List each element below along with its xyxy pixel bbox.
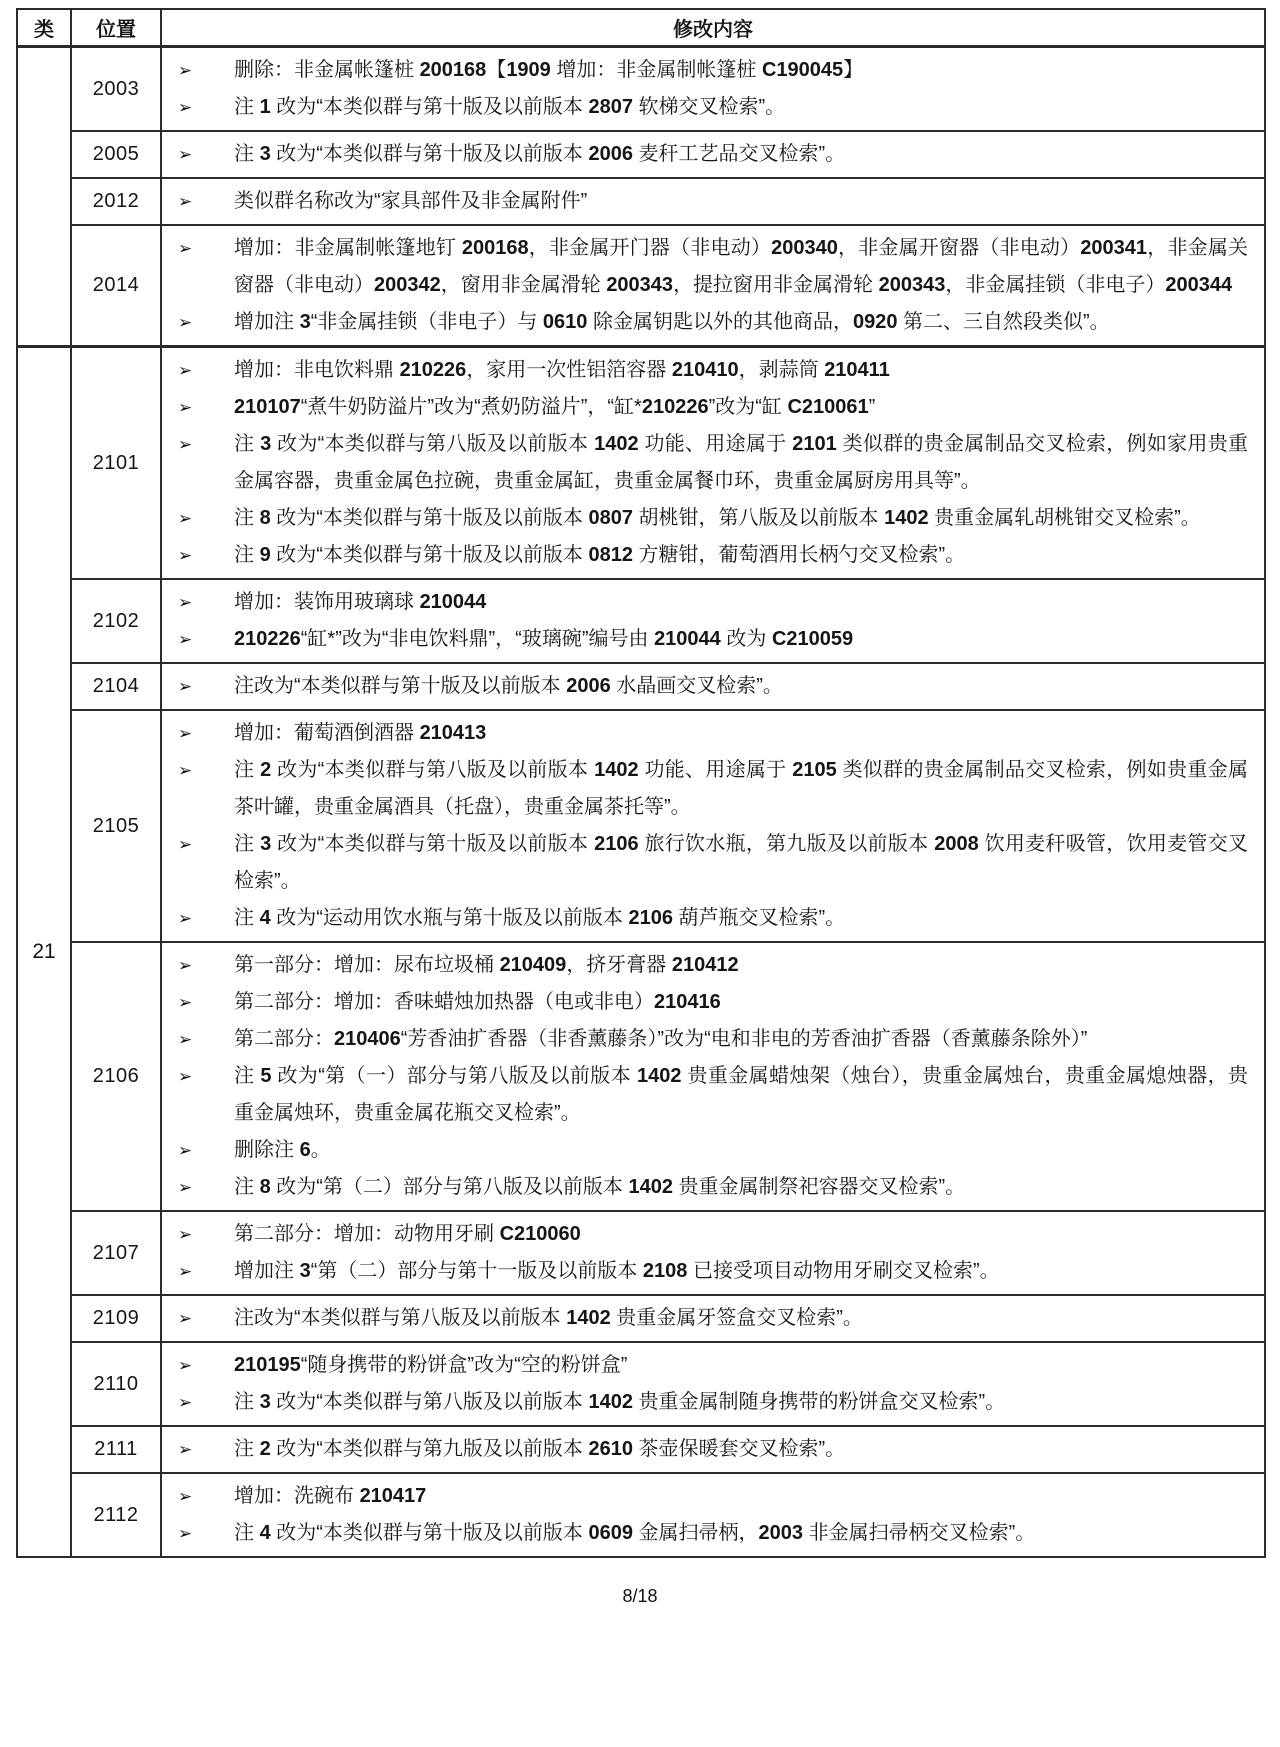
table-row: [17, 131, 1265, 178]
modification-text: 注 1 改为“本类似群与第十版及以前版本 2807 软梯交叉检索”。: [234, 96, 786, 118]
modification-text: 增加注 3“非金属挂锁（非电子）与 0610 除金属钥匙以外的其他商品，0920 第二、三自然段类似”。: [234, 311, 1110, 333]
modification-item: [162, 1216, 1248, 1253]
table-row: [17, 942, 1265, 1211]
modification-text: 增加：洗碗布 210417: [234, 1485, 427, 1507]
content-cell: [161, 710, 1265, 942]
arrow-bullet-icon: ➢: [178, 98, 193, 117]
arrow-bullet-icon: ➢: [178, 1487, 193, 1506]
arrow-bullet-icon: ➢: [178, 1262, 193, 1281]
content-cell: [161, 579, 1265, 663]
modification-text: 注 2 改为“本类似群与第八版及以前版本 1402 功能、用途属于 2105 类似群的贵金属制品交叉检索，例如贵重金属茶叶罐，贵重金属酒具（托盘），贵重金属茶托等”。: [234, 759, 1248, 818]
arrow-bullet-icon: ➢: [178, 192, 193, 211]
content-cell: [161, 942, 1265, 1211]
content-cell: [161, 1295, 1265, 1342]
header-position: 位置: [71, 9, 161, 47]
modification-text: 类似群名称改为“家具部件及非金属附件”: [234, 190, 588, 212]
modification-item: [162, 715, 1248, 752]
modification-item: [162, 668, 1248, 705]
modification-item: [162, 136, 1248, 173]
class-cell: [17, 47, 71, 347]
modification-text: 第二部分：210406“芳香油扩香器（非香薰藤条）”改为“电和非电的芳香油扩香器（香薰藤条除外）”: [234, 1028, 1088, 1050]
content-cell: [161, 1426, 1265, 1473]
position-cell: 2102: [71, 579, 161, 663]
modification-text: 注 3 改为“本类似群与第十版及以前版本 2106 旅行饮水瓶，第九版及以前版本 2008 饮用麦秆吸管，饮用麦管交叉检索”。: [234, 833, 1248, 892]
arrow-bullet-icon: ➢: [178, 1067, 193, 1086]
modification-text: 注 8 改为“本类似群与第十版及以前版本 0807 胡桃钳，第八版及以前版本 1402 贵重金属轧胡桃钳交叉检索”。: [234, 507, 1201, 529]
modification-item: [162, 500, 1248, 537]
table-row: [17, 178, 1265, 225]
modification-text: 注 4 改为“本类似群与第十版及以前版本 0609 金属扫帚柄，2003 非金属扫帚柄交叉检索”。: [234, 1522, 1036, 1544]
content-cell: [161, 131, 1265, 178]
modification-text: 注 3 改为“本类似群与第八版及以前版本 1402 功能、用途属于 2101 类似群的贵金属制品交叉检索，例如家用贵重金属容器，贵重金属色拉碗，贵重金属缸，贵重金属餐巾环，贵重金属厨房用具等”。: [234, 433, 1248, 492]
arrow-bullet-icon: ➢: [178, 724, 193, 743]
arrow-bullet-icon: ➢: [178, 956, 193, 975]
modification-text: 注 3 改为“本类似群与第八版及以前版本 1402 贵重金属制随身携带的粉饼盒交叉检索”。: [234, 1391, 1006, 1413]
table-body: [17, 47, 1265, 1558]
content-cell: [161, 1211, 1265, 1295]
modification-text: 注 3 改为“本类似群与第十版及以前版本 2006 麦秆工艺品交叉检索”。: [234, 143, 846, 165]
table-row: [17, 1473, 1265, 1557]
position-cell: 2110: [71, 1342, 161, 1426]
modification-item: [162, 752, 1248, 826]
modification-item: [162, 1169, 1248, 1206]
arrow-bullet-icon: ➢: [178, 546, 193, 565]
modification-item: [162, 426, 1248, 500]
modification-text: 210195“随身携带的粉饼盒”改为“空的粉饼盒”: [234, 1354, 628, 1376]
arrow-bullet-icon: ➢: [178, 398, 193, 417]
arrow-bullet-icon: ➢: [178, 1309, 193, 1328]
arrow-bullet-icon: ➢: [178, 1178, 193, 1197]
modification-item: [162, 1253, 1248, 1290]
content-cell: [161, 1473, 1265, 1557]
modification-text: 第二部分：增加：动物用牙刷 C210060: [234, 1223, 581, 1245]
arrow-bullet-icon: ➢: [178, 630, 193, 649]
arrow-bullet-icon: ➢: [178, 313, 193, 332]
arrow-bullet-icon: ➢: [178, 361, 193, 380]
modification-item: [162, 947, 1248, 984]
position-cell: 2104: [71, 663, 161, 710]
modification-text: 第一部分：增加：尿布垃圾桶 210409，挤牙膏器 210412: [234, 954, 739, 976]
table-row: [17, 47, 1265, 132]
arrow-bullet-icon: ➢: [178, 761, 193, 780]
modification-text: 注 4 改为“运动用饮水瓶与第十版及以前版本 2106 葫芦瓶交叉检索”。: [234, 907, 846, 929]
arrow-bullet-icon: ➢: [178, 61, 193, 80]
modification-item: [162, 1431, 1248, 1468]
arrow-bullet-icon: ➢: [178, 1393, 193, 1412]
page-number: 8/18: [622, 1586, 658, 1606]
arrow-bullet-icon: ➢: [178, 993, 193, 1012]
modification-item: [162, 230, 1248, 304]
modification-text: 210107“煮牛奶防溢片”改为“煮奶防溢片”，“缸*210226”改为“缸 C210061”: [234, 396, 876, 418]
modification-text: 第二部分：增加：香味蜡烛加热器（电或非电）210416: [234, 991, 721, 1013]
arrow-bullet-icon: ➢: [178, 435, 193, 454]
table-row: [17, 347, 1265, 580]
modification-item: [162, 537, 1248, 574]
arrow-bullet-icon: ➢: [178, 1225, 193, 1244]
table-row: [17, 663, 1265, 710]
class-cell: 21: [17, 347, 71, 1558]
arrow-bullet-icon: ➢: [178, 1356, 193, 1375]
modification-text: 注 9 改为“本类似群与第十版及以前版本 0812 方糖钳，葡萄酒用长柄勺交叉检索”。: [234, 544, 966, 566]
modification-text: 注 8 改为“第（二）部分与第八版及以前版本 1402 贵重金属制祭祀容器交叉检索”。: [234, 1176, 966, 1198]
modification-item: [162, 1347, 1248, 1384]
modification-text: 注改为“本类似群与第八版及以前版本 1402 贵重金属牙签盒交叉检索”。: [234, 1307, 863, 1329]
modification-item: [162, 352, 1248, 389]
modification-table: [16, 8, 1266, 1558]
table-row: [17, 1211, 1265, 1295]
position-cell: 2012: [71, 178, 161, 225]
header-class: 类: [17, 9, 71, 47]
table-row: [17, 1426, 1265, 1473]
modification-item: [162, 389, 1248, 426]
modification-item: [162, 1384, 1248, 1421]
content-cell: [161, 225, 1265, 347]
modification-text: 注改为“本类似群与第十版及以前版本 2006 水晶画交叉检索”。: [234, 675, 783, 697]
modification-item: [162, 1058, 1248, 1132]
modification-text: 注 5 改为“第（一）部分与第八版及以前版本 1402 贵重金属蜡烛架（烛台），贵重金属烛台，贵重金属熄烛器，贵重金属烛环，贵重金属花瓶交叉检索”。: [234, 1065, 1248, 1124]
position-cell: 2106: [71, 942, 161, 1211]
arrow-bullet-icon: ➢: [178, 593, 193, 612]
arrow-bullet-icon: ➢: [178, 239, 193, 258]
arrow-bullet-icon: ➢: [178, 1440, 193, 1459]
table-row: [17, 1295, 1265, 1342]
position-cell: 2105: [71, 710, 161, 942]
modification-item: [162, 1515, 1248, 1552]
arrow-bullet-icon: ➢: [178, 1141, 193, 1160]
modification-item: [162, 183, 1248, 220]
content-cell: [161, 347, 1265, 580]
modification-text: 删除：非金属帐篷桩 200168【1909 增加：非金属制帐篷桩 C190045】: [234, 59, 864, 81]
modification-text: 增加：葡萄酒倒酒器 210413: [234, 722, 487, 744]
position-cell: 2111: [71, 1426, 161, 1473]
position-cell: 2014: [71, 225, 161, 347]
arrow-bullet-icon: ➢: [178, 509, 193, 528]
content-cell: [161, 47, 1265, 132]
modification-item: [162, 1021, 1248, 1058]
position-cell: 2003: [71, 47, 161, 132]
content-cell: [161, 1342, 1265, 1426]
modification-item: [162, 984, 1248, 1021]
arrow-bullet-icon: ➢: [178, 1524, 193, 1543]
content-cell: [161, 178, 1265, 225]
modification-item: [162, 584, 1248, 621]
modification-item: [162, 1478, 1248, 1515]
arrow-bullet-icon: ➢: [178, 1030, 193, 1049]
content-cell: [161, 663, 1265, 710]
table-row: [17, 1342, 1265, 1426]
modification-item: [162, 900, 1248, 937]
modification-text: 增加：装饰用玻璃球 210044: [234, 591, 487, 613]
table-header-row: [17, 9, 1265, 47]
arrow-bullet-icon: ➢: [178, 677, 193, 696]
modification-item: [162, 1300, 1248, 1337]
modification-item: [162, 621, 1248, 658]
position-cell: 2107: [71, 1211, 161, 1295]
table-row: [17, 710, 1265, 942]
modification-item: [162, 304, 1248, 341]
modification-item: [162, 1132, 1248, 1169]
document-page: [0, 8, 1280, 1747]
arrow-bullet-icon: ➢: [178, 835, 193, 854]
header-content: 修改内容: [161, 9, 1265, 47]
modification-item: [162, 52, 1248, 89]
position-cell: 2005: [71, 131, 161, 178]
modification-text: 注 2 改为“本类似群与第九版及以前版本 2610 茶壶保暖套交叉检索”。: [234, 1438, 846, 1460]
position-cell: 2109: [71, 1295, 161, 1342]
modification-text: 增加：非电饮料鼎 210226，家用一次性铝箔容器 210410，剥蒜筒 210411: [234, 359, 890, 381]
position-cell: 2101: [71, 347, 161, 580]
arrow-bullet-icon: ➢: [178, 145, 193, 164]
modification-text: 210226“缸*”改为“非电饮料鼎”，“玻璃碗”编号由 210044 改为 C210059: [234, 628, 854, 650]
modification-text: 增加注 3“第（二）部分与第十一版及以前版本 2108 已接受项目动物用牙刷交叉检索”。: [234, 1260, 1000, 1282]
modification-text: 增加：非金属制帐篷地钉 200168，非金属开门器（非电动）200340，非金属开窗器（非电动）200341，非金属关窗器（非电动）200342，窗用非金属滑轮 200343，提拉窗用非金属滑轮 200343，非金属挂锁（非电子）200344: [234, 237, 1249, 296]
modification-item: [162, 89, 1248, 126]
table-row: [17, 225, 1265, 347]
table-row: [17, 579, 1265, 663]
arrow-bullet-icon: ➢: [178, 909, 193, 928]
modification-item: [162, 826, 1248, 900]
modification-text: 删除注 6。: [234, 1139, 331, 1161]
position-cell: 2112: [71, 1473, 161, 1557]
